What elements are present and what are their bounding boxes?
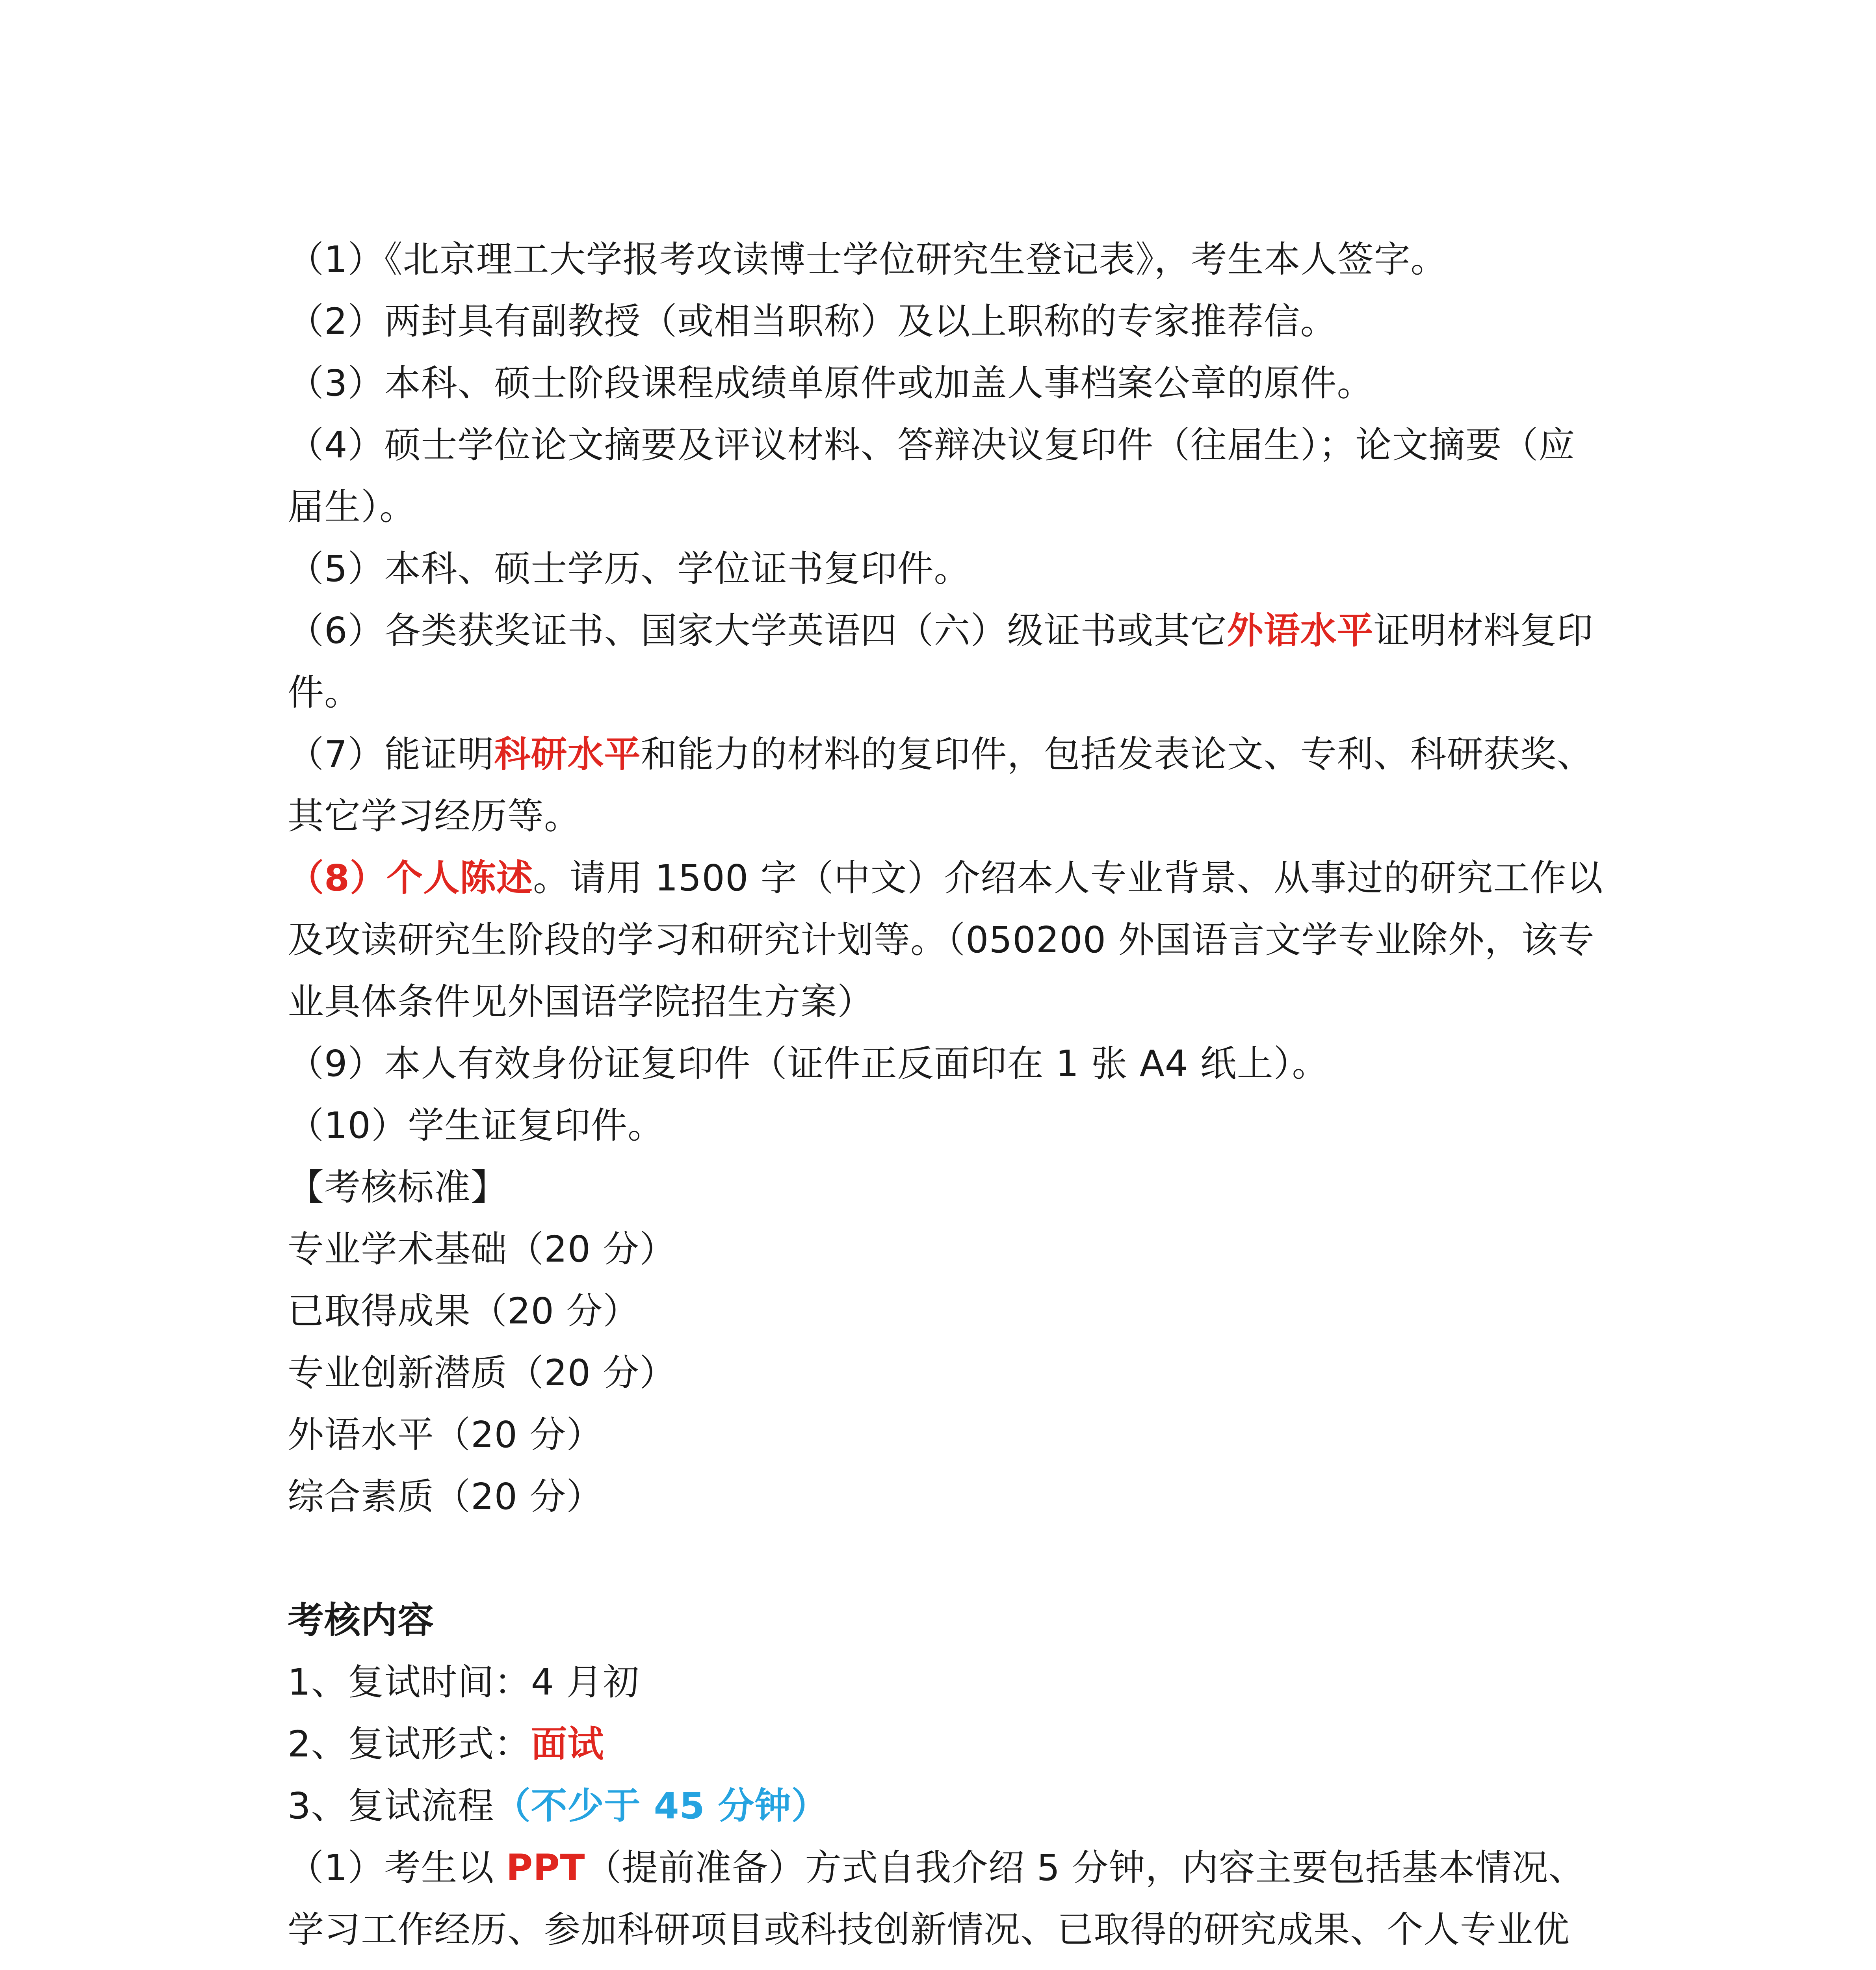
- criteria-item: 外语水平（20 分）: [288, 1414, 603, 1456]
- material-item-3: （3）本科、硕士阶段课程成绩单原件或加盖人事档案公章的原件。: [288, 362, 1374, 404]
- highlight-foreign-language: 外语水平: [1227, 610, 1374, 652]
- criteria-item: 专业创新潜质（20 分）: [288, 1352, 676, 1394]
- retest-process-label: 3、复试流程: [288, 1785, 494, 1827]
- material-item-8-number: （8）: [288, 857, 387, 899]
- retest-process: [288, 1775, 1603, 1837]
- criteria-title: 【考核标准】: [288, 1166, 508, 1208]
- material-item-10: （10）学生证复印件。: [288, 1104, 665, 1147]
- process-step-1-rest: （提前准备）方式自我介绍 5 分钟，内容主要包括基本情况、学习工作经历、参加科研项目或科技创新情况、已取得的研究成果、个人专业优: [288, 1847, 1585, 1951]
- retest-time-value: 4 月初: [531, 1661, 640, 1703]
- retest-time: [288, 1651, 1603, 1713]
- material-item-6-rest: 证明材料复印件。: [288, 610, 1594, 714]
- material-item-6: [288, 600, 1603, 723]
- process-step-1: [288, 1837, 1603, 1970]
- highlight-ppt: PPT: [506, 1847, 585, 1889]
- material-item-8: [288, 847, 1603, 1033]
- retest-process-duration: （不少于 45 分钟）: [494, 1785, 828, 1827]
- retest-form-value: 面试: [531, 1723, 604, 1765]
- criteria-item: 专业学术基础（20 分）: [288, 1228, 676, 1270]
- material-item-1: （1）《北京理工大学报考攻读博士学位研究生登记表》，考生本人签字。: [288, 238, 1447, 281]
- material-item-8-rest: 。请用 1500 字（中文）介绍本人专业背景、从事过的研究工作以及攻读研究生阶段的学习和研究计划等。（050200 外国语言文学专业除外，该专业具体条件见外国语学院招生方案）: [288, 857, 1603, 1023]
- material-item-7-text: （7）能证明: [288, 733, 494, 775]
- retest-time-label: 1、复试时间：: [288, 1661, 531, 1703]
- process-step-1-text: （1）考生以: [288, 1847, 506, 1889]
- material-item-5: （5）本科、硕士学历、学位证书复印件。: [288, 548, 971, 590]
- material-item-4: （4）硕士学位论文摘要及评议材料、答辩决议复印件（往届生）；论文摘要（应届生）。: [288, 424, 1575, 528]
- material-item-6-text: （6）各类获奖证书、国家大学英语四（六）级证书或其它: [288, 610, 1227, 652]
- document-page: [288, 229, 1603, 1970]
- retest-form-label: 2、复试形式：: [288, 1723, 531, 1765]
- material-item-9: （9）本人有效身份证复印件（证件正反面印在 1 张 A4 纸上）。: [288, 1043, 1329, 1085]
- retest-form: [288, 1713, 1603, 1775]
- criteria-item: 已取得成果（20 分）: [288, 1290, 640, 1332]
- material-item-7: [288, 723, 1603, 847]
- highlight-research-level: 科研水平: [494, 733, 641, 775]
- highlight-personal-statement: 个人陈述: [386, 857, 533, 899]
- material-item-7-rest: 和能力的材料的复印件，包括发表论文、专利、科研获奖、其它学习经历等。: [288, 733, 1594, 837]
- content-title: 考核内容: [288, 1599, 435, 1641]
- section-spacer: [288, 1528, 1603, 1589]
- material-item-2: （2）两封具有副教授（或相当职称）及以上职称的专家推荐信。: [288, 300, 1337, 342]
- criteria-item: 综合素质（20 分）: [288, 1476, 603, 1518]
